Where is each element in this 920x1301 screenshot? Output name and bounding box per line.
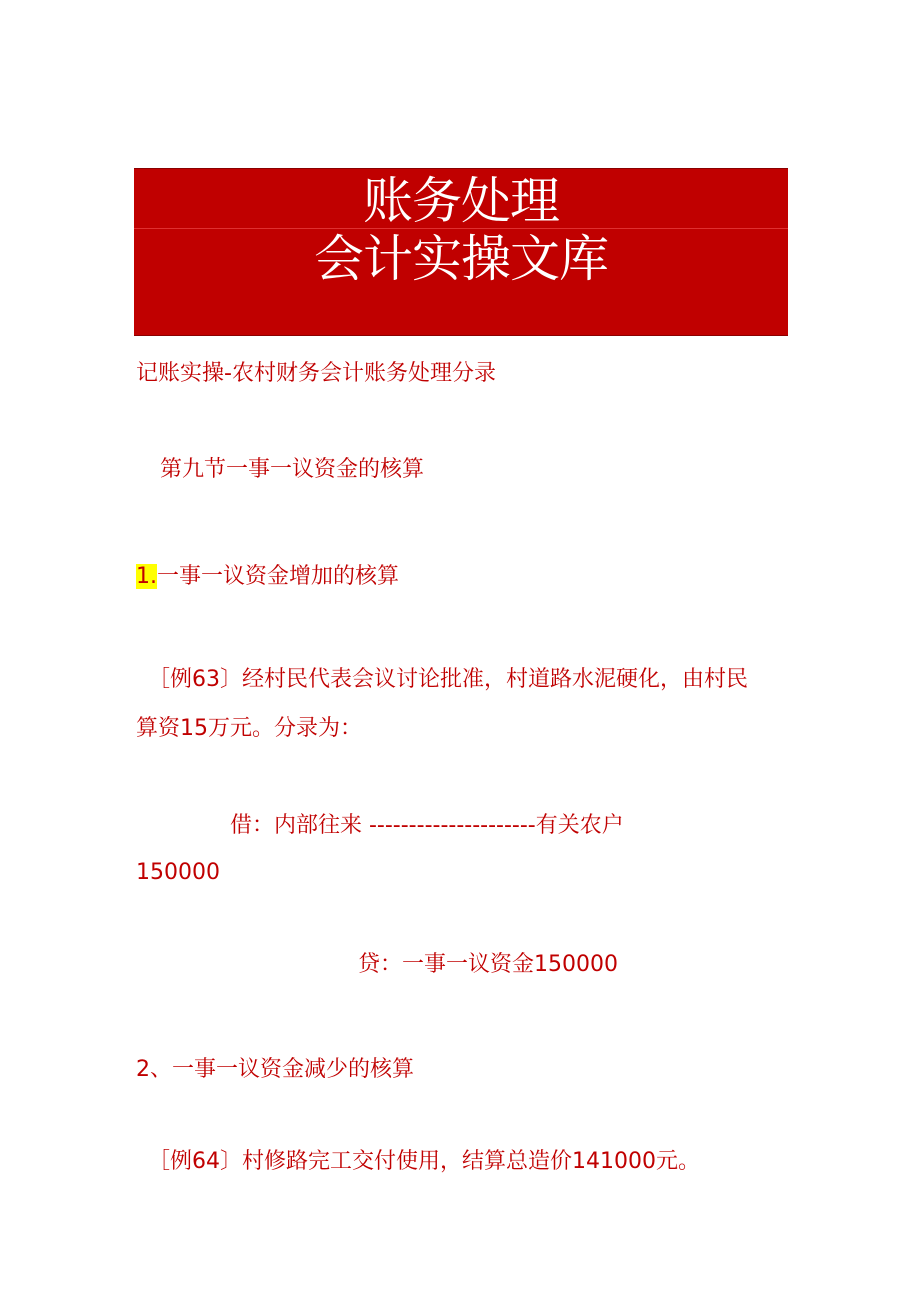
title-banner — [134, 168, 788, 336]
example-64-line1: ［例64〕村修路完工交付使用，结算总造价141000元。 — [148, 1149, 700, 1174]
document-title: 记账实操-农村财务会计账务处理分录 — [136, 361, 496, 386]
debit-amount: 150000 — [136, 860, 220, 885]
credit-entry: 贷：一事一议资金150000 — [358, 952, 618, 977]
banner-title-line1: 账务处理 — [363, 172, 559, 230]
banner-title-line2: 会计实操文库 — [314, 230, 608, 288]
example-63-line2: 算资15万元。分录为： — [136, 716, 362, 741]
example-63-line1: ［例63〕经村民代表会议讨论批准，村道路水泥硬化，由村民 — [148, 667, 748, 692]
debit-entry: 借：内部往来 ---------------------有关农户 — [230, 813, 624, 838]
subsection-number-1: 1. — [136, 564, 157, 589]
section-heading: 第九节一事一议资金的核算 — [160, 457, 425, 482]
subsection-title-1: 一事一议资金增加的核算 — [157, 564, 400, 589]
subsection-heading-2: 2、一事一议资金减少的核算 — [136, 1057, 414, 1082]
subsection-heading-1 — [136, 562, 399, 592]
